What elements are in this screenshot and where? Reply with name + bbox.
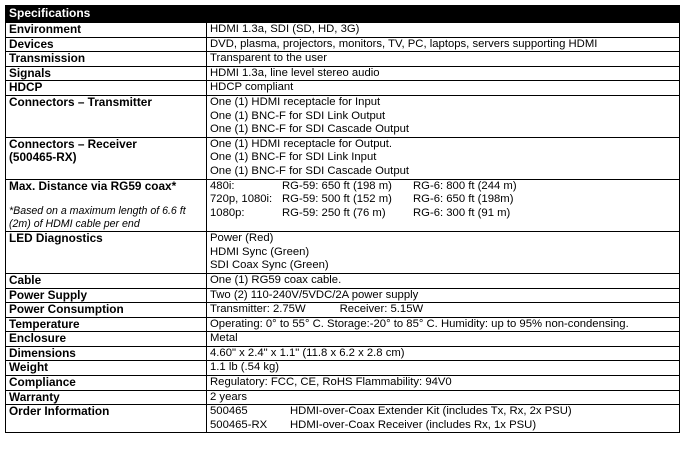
spec-value — [207, 81, 680, 96]
led-line: HDMI Sync (Green) — [210, 245, 310, 258]
spec-row — [6, 376, 680, 391]
distance-rg6: RG-6: 300 ft (91 m) — [413, 206, 511, 219]
spec-value-line: Transparent to the user — [210, 52, 328, 65]
spec-label-text: Warranty — [9, 389, 60, 404]
spec-label-text: Weight — [9, 360, 49, 375]
max-distance-note: *Based on a maximum length of 6.6 ft (2m) of HDMI cable per end — [9, 205, 186, 231]
spec-label-text: Enclosure — [9, 331, 67, 346]
spec-label — [6, 52, 207, 67]
spec-row-led — [6, 232, 680, 274]
spec-label — [6, 317, 207, 332]
spec-value-line: One (1) RG59 coax cable. — [210, 273, 342, 286]
spec-value — [207, 317, 680, 332]
spec-row — [6, 23, 680, 38]
spec-label-text: HDCP — [9, 80, 43, 95]
spec-row — [6, 390, 680, 405]
specifications-table — [5, 22, 680, 433]
spec-label — [6, 179, 207, 232]
max-distance-label: Max. Distance via RG59 coax* — [9, 178, 177, 193]
spec-value-line: One (1) HDMI receptacle for Output. — [210, 137, 393, 150]
spec-label-text: Connectors – Transmitter — [9, 94, 152, 109]
spec-value-line: One (1) BNC-F for SDI Link Output — [210, 109, 386, 122]
spec-value-line: One (1) BNC-F for SDI Link Input — [210, 151, 377, 164]
spec-label-text: Devices — [9, 36, 54, 51]
spec-row — [6, 37, 680, 52]
spec-value-line: 2 years — [210, 390, 248, 403]
spec-label-text: Compliance — [9, 375, 76, 390]
order-item — [210, 405, 676, 419]
spec-value-line: 4.60" x 2.4" x 1.1" (11.8 x 6.2 x 2.8 cm) — [210, 346, 405, 359]
spec-row — [6, 288, 680, 303]
spec-row-order-information — [6, 405, 680, 433]
spec-row — [6, 81, 680, 96]
spec-value-line: One (1) BNC-F for SDI Cascade Output — [210, 164, 410, 177]
spec-value — [207, 37, 680, 52]
spec-value-line: DVD, plasma, projectors, monitors, TV, PC, laptops, servers supporting HDMI — [210, 37, 598, 50]
spec-value — [207, 232, 680, 274]
spec-value — [207, 95, 680, 137]
spec-label — [6, 273, 207, 288]
spec-value — [207, 332, 680, 347]
spec-label-text: Cable — [9, 272, 42, 287]
order-item — [210, 419, 676, 433]
spec-value-line: Operating: 0° to 55° C. Storage:-20° to 85° C. Humidity: up to 95% non-condensing. — [210, 317, 629, 330]
spec-value — [207, 346, 680, 361]
spec-label — [6, 332, 207, 347]
spec-label-text: Dimensions — [9, 345, 76, 360]
spec-row — [6, 66, 680, 81]
spec-label-text: Temperature — [9, 316, 80, 331]
order-description: HDMI-over-Coax Receiver (includes Rx, 1x PSU) — [290, 418, 537, 431]
distance-rg6: RG-6: 800 ft (244 m) — [413, 179, 517, 192]
specifications-sheet — [5, 5, 680, 433]
led-line: Power (Red) — [210, 232, 274, 245]
spec-label — [6, 66, 207, 81]
specifications-header: Specifications — [5, 5, 680, 22]
spec-value-line: HDMI 1.3a, line level stereo audio — [210, 66, 380, 79]
led-line: SDI Coax Sync (Green) — [210, 259, 329, 272]
spec-value-line: Regulatory: FCC, CE, RoHS Flammability: 94V0 — [210, 376, 452, 389]
spec-value — [207, 179, 680, 232]
spec-label — [6, 95, 207, 137]
distance-resolution: 1080p: — [210, 206, 245, 219]
distance-row — [210, 180, 676, 194]
spec-value — [207, 405, 680, 433]
spec-label-text: Connectors – Receiver — [9, 136, 137, 151]
distance-rg6: RG-6: 650 ft (198m) — [413, 193, 514, 206]
spec-label: LED Diagnostics — [6, 232, 207, 274]
spec-row-max-distance — [6, 179, 680, 232]
order-code: 500465-RX — [210, 418, 268, 431]
spec-label — [6, 376, 207, 391]
spec-label-text: Transmission — [9, 51, 86, 66]
spec-value — [207, 137, 680, 179]
spec-value-line: Metal — [210, 332, 238, 345]
spec-value-line: 1.1 lb (.54 kg) — [210, 361, 280, 374]
spec-label-text: Power Supply — [9, 287, 88, 302]
spec-label — [6, 23, 207, 38]
order-code: 500465 — [210, 405, 248, 418]
spec-label — [6, 137, 207, 179]
spec-label — [6, 346, 207, 361]
distance-row — [210, 193, 676, 207]
spec-row — [6, 361, 680, 376]
spec-row — [6, 273, 680, 288]
spec-label — [6, 37, 207, 52]
spacer — [9, 193, 203, 205]
spec-row — [6, 137, 680, 179]
power-tx: Transmitter: 2.75W — [210, 303, 306, 316]
spec-row — [6, 332, 680, 347]
spec-value — [207, 66, 680, 81]
spec-value-line: HDCP compliant — [210, 81, 294, 94]
distance-rg59: RG-59: 250 ft (76 m) — [282, 206, 386, 219]
spec-value — [207, 390, 680, 405]
spec-label — [6, 81, 207, 96]
spec-label-text: Signals — [9, 65, 51, 80]
spec-label — [6, 390, 207, 405]
spec-label-text: Environment — [9, 22, 82, 36]
spec-label — [6, 288, 207, 303]
spec-label: Order Information — [6, 405, 207, 433]
spec-row — [6, 317, 680, 332]
power-rx: Receiver: 5.15W — [339, 303, 424, 316]
spec-value-line: Two (2) 110-240V/5VDC/2A power supply — [210, 288, 419, 301]
spec-value-line: One (1) BNC-F for SDI Cascade Output — [210, 123, 410, 136]
spec-value — [207, 303, 680, 318]
spec-row — [6, 346, 680, 361]
distance-resolution: 480i: — [210, 179, 235, 192]
spec-value-line: HDMI 1.3a, SDI (SD, HD, 3G) — [210, 23, 360, 35]
spec-row — [6, 52, 680, 67]
spec-value — [207, 376, 680, 391]
distance-resolution: 720p, 1080i: — [210, 193, 273, 206]
spec-label: Power Consumption — [6, 303, 207, 318]
spec-value — [207, 361, 680, 376]
spec-value — [207, 23, 680, 38]
spec-value — [207, 273, 680, 288]
spec-row-power-consumption — [6, 303, 680, 318]
spec-row — [6, 95, 680, 137]
distance-row — [210, 207, 676, 221]
spec-value — [207, 52, 680, 67]
spec-label-text: (500465-RX) — [9, 150, 77, 165]
order-description: HDMI-over-Coax Extender Kit (includes Tx, Rx, 2x PSU) — [290, 405, 572, 418]
spec-label — [6, 361, 207, 376]
spec-value-line: One (1) HDMI receptacle for Input — [210, 95, 381, 108]
distance-rg59: RG-59: 650 ft (198 m) — [282, 179, 392, 192]
spec-value — [207, 288, 680, 303]
distance-rg59: RG-59: 500 ft (152 m) — [282, 193, 392, 206]
